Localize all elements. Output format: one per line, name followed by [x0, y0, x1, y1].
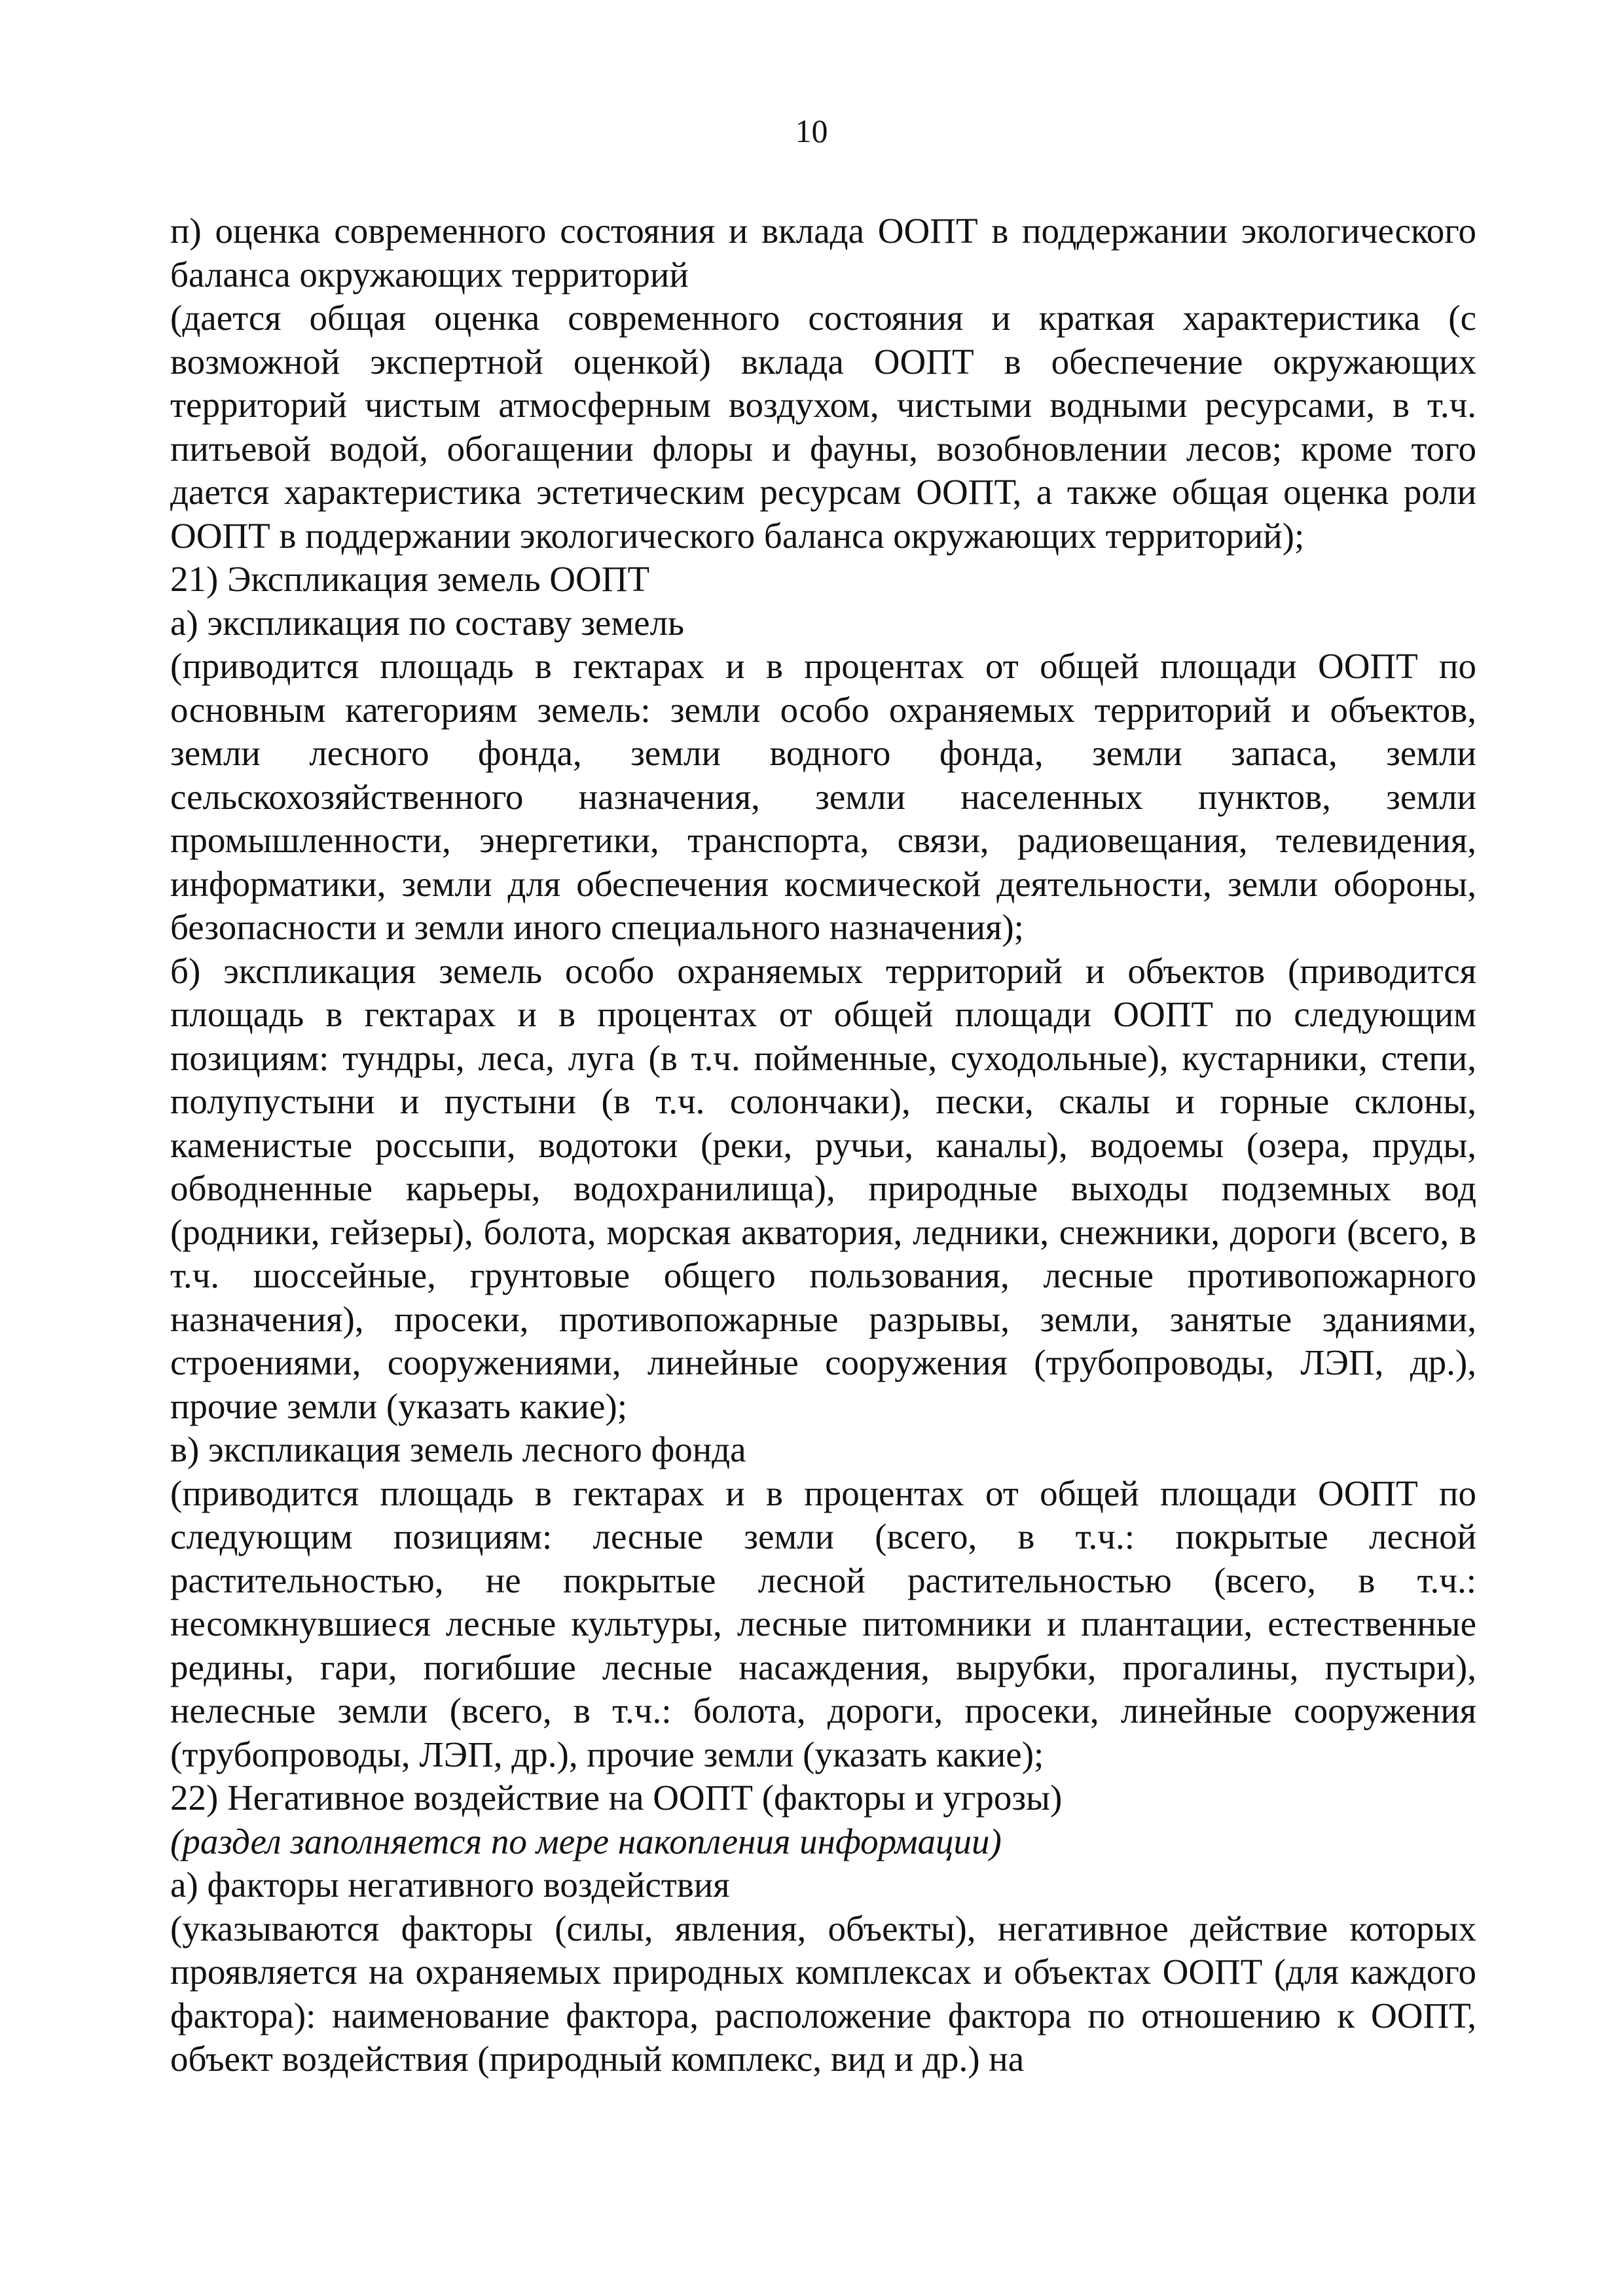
document-body — [170, 209, 1476, 2081]
section-21v-description: (приводится площадь в гектарах и в процентах от общей площади ООПТ по следующим позициям: лесные земли (всего, в т.ч.: покрытые лесной растительностью, не покрытые лесной растительностью (всего, в т.ч.: несомкнувшиеся лесные культуры, лесные питомники и плантации, естественные редины, гари, погибшие лесные насаждения, вырубки, прогалины, пустыри), нелесные земли (всего, в т.ч.: болота, дороги, просеки, линейные сооружения (трубопроводы, ЛЭП, др.), прочие земли (указать какие); — [170, 1473, 1476, 1774]
section-22-title: 22) Негативное воздействие на ООПТ (факторы и угрозы) — [170, 1778, 1063, 1818]
section-p-heading: п) оценка современного состояния и вклада ООПТ в поддержании экологического баланса окружающих территорий — [170, 211, 1476, 295]
section-p-description: (дается общая оценка современного состояния и краткая характеристика (с возможной экспертной оценкой) вклада ООПТ в обеспечение окружающих территорий чистым атмосферным воздухом, чистыми водными ресурсами, в т.ч. питьевой водой, обогащении флоры и фауны, возобновлении лесов; кроме того дается характеристика эстетическим ресурсам ООПТ, а также общая оценка роли ООПТ в поддержании экологического баланса окружающих территорий); — [170, 298, 1476, 556]
page-number: 10 — [795, 113, 828, 149]
section-21-title: 21) Экспликация земель ООПТ — [170, 559, 650, 599]
section-21v-title: в) экспликация земель лесного фонда — [170, 1429, 746, 1469]
section-22-note: (раздел заполняется по мере накопления информации) — [170, 1821, 1002, 1861]
section-22a-description: (указываются факторы (силы, явления, объекты), негативное действие которых проявляется на охраняемых природных комплексах и объектах ООПТ (для каждого фактора): наименование фактора, расположение фактора по отношению к ООПТ, объект воздействия (природный комплекс, вид и др.) на — [170, 1908, 1476, 2079]
section-21a-description: (приводится площадь в гектарах и в процентах от общей площади ООПТ по основным категориям земель: земли особо охраняемых территорий и объектов, земли лесного фонда, земли водного фонда, земли запаса, земли сельскохозяйственного назначения, земли населенных пунктов, земли промышленности, энергетики, транспорта, связи, радиовещания, телевидения, информатики, земли для обеспечения космической деятельности, земли обороны, безопасности и земли иного специального назначения); — [170, 646, 1476, 947]
section-22a-title: а) факторы негативного воздействия — [170, 1865, 730, 1905]
section-21a-title: а) экспликация по составу земель — [170, 602, 685, 643]
section-21b-paragraph: б) экспликация земель особо охраняемых территорий и объектов (приводится площадь в гектарах и в процентах от общей площади ООПТ по следующим позициям: тундры, леса, луга (в т.ч. пойменные, суходольные), кустарники, степи, полупустыни и пустыни (в т.ч. солончаки), пески, скалы и горные склоны, каменистые россыпи, водотоки (реки, ручьи, каналы), водоемы (озера, пруды, обводненные карьеры, водохранилища), природные выходы подземных вод (родники, гейзеры), болота, морская акватория, ледники, снежники, дороги (всего, в т.ч. шоссейные, грунтовые общего пользования, лесные противопожарного назначения), просеки, противопожарные разрывы, земли, занятые зданиями, строениями, сооружениями, линейные сооружения (трубопроводы, ЛЭП, др.), прочие земли (указать какие); — [170, 950, 1476, 1426]
